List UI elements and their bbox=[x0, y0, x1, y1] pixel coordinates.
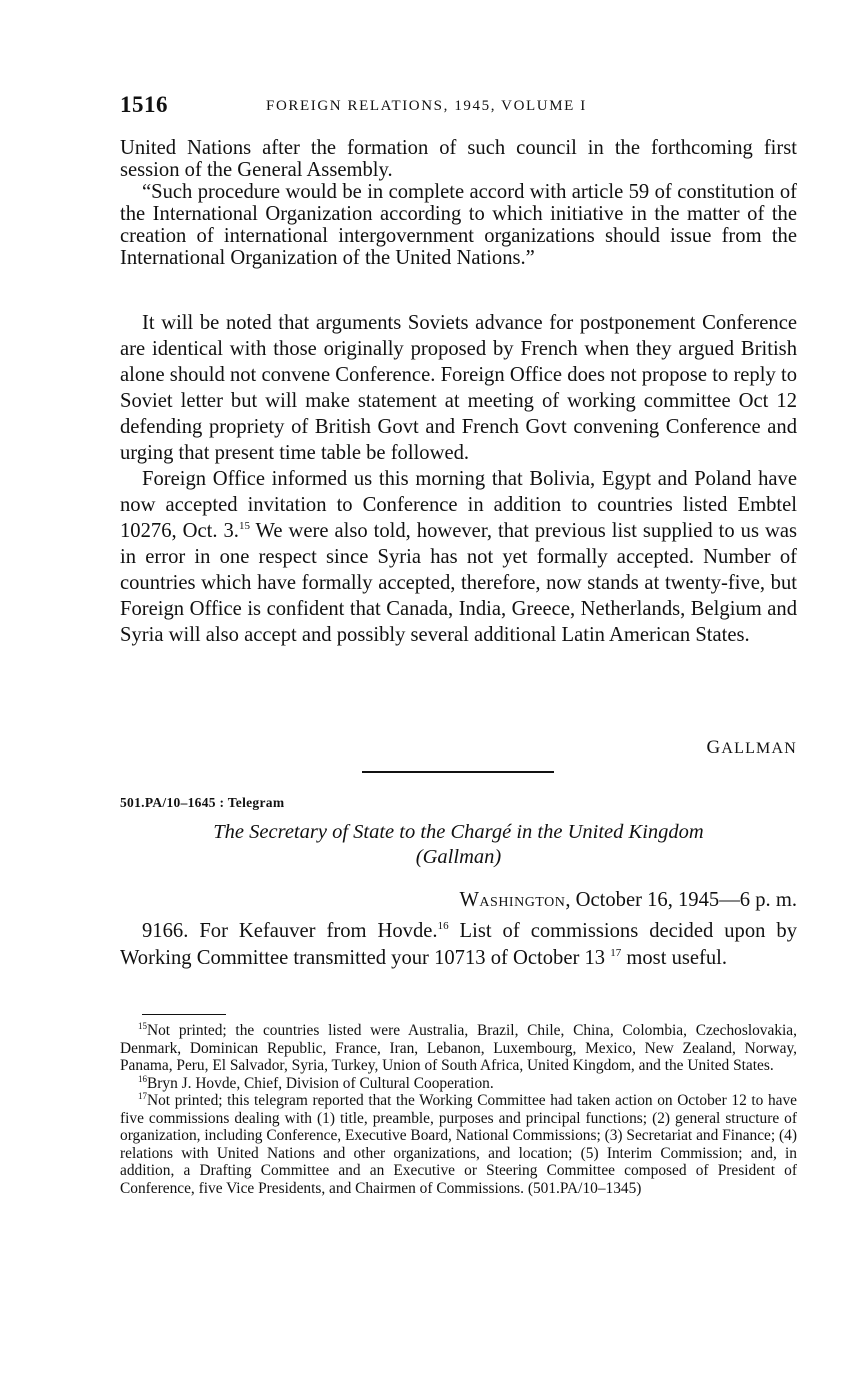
document-title-line-1: The Secretary of State to the Chargé in the United Kingdom bbox=[213, 821, 704, 843]
document-title-line-2: (Gallman) bbox=[415, 846, 502, 868]
telegram-text-2: List of commissions decided upon by Working Committee transmitted your 10713 of October 13 bbox=[120, 920, 798, 969]
footnote-ref-15: 15 bbox=[238, 520, 250, 533]
body-paragraph-2-end: We were also told, however, that previous list supplied to us was in error in one respect since Syria has not yet formally accepted. Number of countries which have formally accepted, therefore, now stands at twenty-five, but Foreign Office is confident that Canada, India, Greece, Netherlands, Belgium and Syria will also accept and possibly several additional Latin American States. bbox=[120, 520, 797, 646]
footnote-ref-16: 16 bbox=[437, 920, 449, 933]
quote-paragraph-2: “Such procedure would be in complete accord with article 59 of constitution of the International Organization according to which initiative in the matter of the creation of international intergovernment organizations should issue from the International Organization of the United Nations.” bbox=[120, 181, 797, 269]
dateline-date: , October 16, 1945—6 p. m. bbox=[565, 889, 797, 911]
dateline-place: Washington bbox=[459, 889, 566, 911]
footnote-rule bbox=[142, 1014, 226, 1015]
dateline bbox=[459, 889, 797, 912]
telegram-paragraph bbox=[120, 918, 797, 972]
telegram-text-3: most useful. bbox=[621, 947, 728, 969]
signature bbox=[706, 737, 797, 759]
signature-initial: G bbox=[706, 737, 722, 758]
footnotes bbox=[120, 1022, 797, 1197]
telegram-text-1: 9166. For Kefauver from Hovde. bbox=[142, 920, 438, 942]
footnote-number: 17 bbox=[138, 1090, 147, 1101]
footnote-15 bbox=[120, 1022, 797, 1075]
footnote-text: Bryn J. Hovde, Chief, Division of Cultural Cooperation. bbox=[147, 1074, 494, 1092]
document-reference: 501.PA/10–1645 : Telegram bbox=[120, 795, 285, 810]
running-title: FOREIGN RELATIONS, 1945, VOLUME I bbox=[266, 98, 587, 114]
quote-paragraph-1: United Nations after the formation of such council in the forthcoming first session of the General Assembly. bbox=[120, 137, 797, 181]
document-title bbox=[120, 820, 797, 870]
body-text bbox=[120, 310, 797, 648]
footnote-ref-17: 17 bbox=[610, 947, 622, 960]
quoted-text bbox=[120, 137, 797, 269]
body-paragraph-2 bbox=[120, 466, 797, 648]
running-head bbox=[120, 92, 797, 122]
footnote-number: 15 bbox=[138, 1020, 147, 1031]
body-paragraph-2-start: Foreign Office informed us this morning that Bolivia, Egypt and Poland have now accepted invitation to Conference in addition to countries listed Embtel 10276, Oct. 3. bbox=[120, 468, 797, 542]
body-paragraph-1: It will be noted that arguments Soviets advance for postponement Conference are identical with those originally proposed by French when they argued British alone should not convene Conference. Foreign Office does not propose to reply to Soviet letter but will make statement at meeting of working committee Oct 12 defending propriety of British Govt and French Govt convening Conference and urging that present time table be followed. bbox=[120, 312, 797, 464]
telegram-body bbox=[120, 918, 797, 972]
footnote-16 bbox=[120, 1075, 797, 1093]
footnote-number: 16 bbox=[138, 1073, 147, 1084]
section-divider bbox=[362, 771, 554, 773]
page-number: 1516 bbox=[120, 92, 168, 117]
footnote-text: Not printed; the countries listed were Australia, Brazil, Chile, China, Colombia, Czechoslovakia, Denmark, Dominican Republic, France, Iran, Lebanon, Luxembourg, Mexico, New Zealand, Norway, Panama, Peru, El Salvador, Syria, Turkey, Union of South Africa, United Kingdom, and the United States. bbox=[120, 1022, 797, 1074]
signature-rest: ALLMAN bbox=[721, 740, 797, 757]
footnote-text: Not printed; this telegram reported that the Working Committee had taken action on October 12 to have five commissions dealing with (1) title, preamble, purposes and principal functions; (2) general structure of organization, including Conference, Executive Board, National Commissions; (3) Secretariat and Finance; (4) relations with United Nations and other organizations, and location; (5) Interim Commission; and, in addition, a Drafting Committee and an Executive or Steering Committee composed of President of Conference, five Vice Presidents, and Chairmen of Commissions. (501.PA/10–1345) bbox=[120, 1092, 797, 1197]
footnote-17 bbox=[120, 1092, 797, 1197]
